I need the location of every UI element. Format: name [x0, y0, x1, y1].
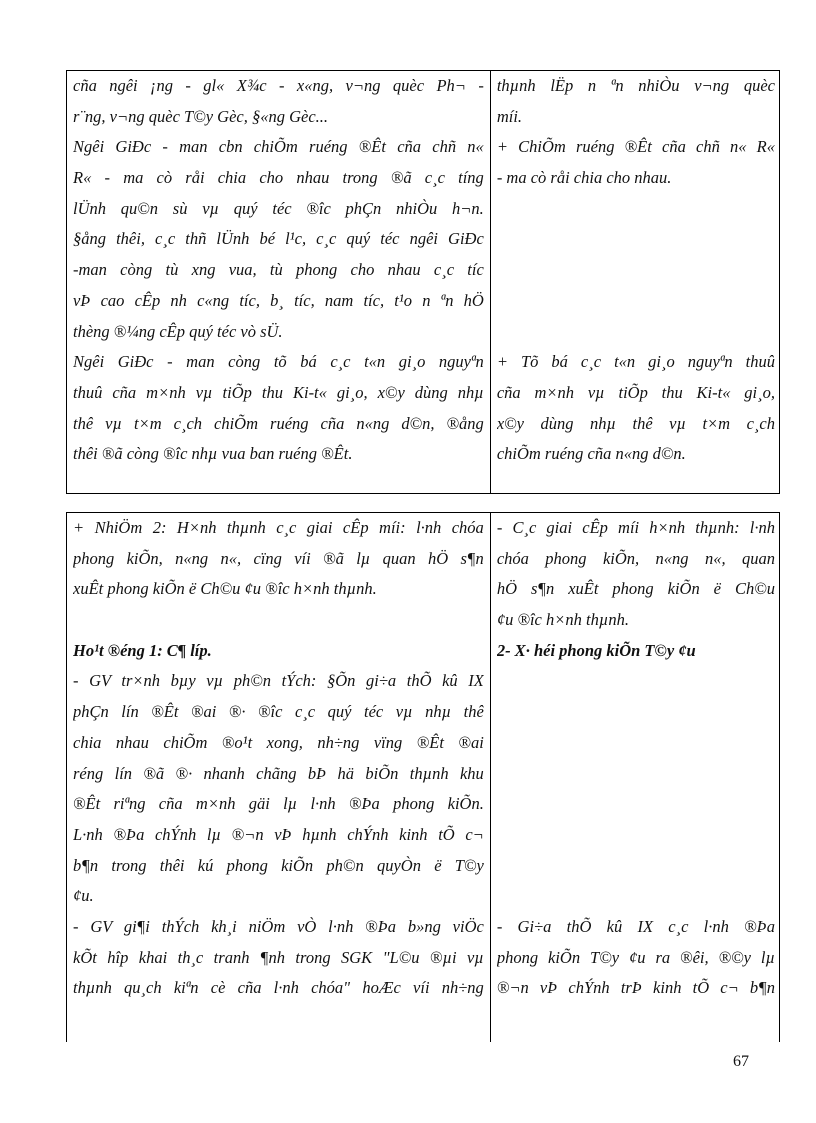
table-bottom-right-column [491, 513, 779, 1042]
table-top-right-column [491, 71, 779, 493]
table-bottom-right-text-line: phong kiÕn T©y ¢u ra ®êi, ®©y lµ [496, 947, 775, 967]
table-bottom-right-text-line: ¢u ®îc h×nh thµnh. [496, 610, 629, 630]
table-top-right-text-line [497, 255, 775, 286]
table-bottom-left-text-line: Ho¹t ®éng 1: C¶ líp. [73, 640, 212, 660]
table-top-right-text-line [497, 286, 775, 317]
table-bottom-left-text-line: phong kiÕn, n«ng n«, cïng víi ®ã lµ quan hÖ s¶n [73, 548, 484, 568]
table-bottom-right-text-line [497, 666, 775, 697]
table-top-left-text-line: §ång thêi, c¸c thñ lÜnh bé l¹c, c¸c quý téc ngêi GiÐc [73, 229, 484, 249]
table-top-right-text-line: + ChiÕm ruéng ®Êt cña chñ n« R« [496, 137, 775, 157]
table-top-right-text-line [497, 194, 775, 225]
table-bottom-right-text-line: - Gi÷a thÕ kû IX c¸c l·nh ®Þa [496, 916, 775, 936]
table-bottom-right-text-line: hÖ s¶n xuÊt phong kiÕn ë Ch©u [496, 579, 775, 599]
table-bottom-right-text-line: chóa phong kiÕn, n«ng n«, quan [496, 548, 775, 568]
table-bottom-right-text-line [497, 820, 775, 851]
table-top-right-text-line: cña m×nh vµ tiÕp thu Ki-t« gi¸o, [496, 382, 775, 402]
table-top-left-text-line: thuû cña m×nh vµ tiÕp thu Ki-t« gi¸o, x©y dùng nhµ [73, 382, 484, 402]
table-bottom-right-text-line [497, 881, 775, 912]
table-top-right-text-line: thµnh lËp n ªn nhiÒu v¬ng quèc [496, 76, 775, 95]
table-bottom-right-text-line [497, 697, 775, 728]
table-bottom-left-text-line: ¢u. [73, 886, 94, 906]
table-top-left-text-line: Ngêi GiÐc - man cbn chiÕm ruéng ®Êt cña chñ n« [73, 137, 484, 157]
table-bottom-left-text-line: b¶n trong thêi kú phong kiÕn ph©n quyÒn ë T©y [73, 855, 484, 875]
table-bottom-left-text-line: phÇn lín ®Êt ®ai ®· ®îc c¸c quý téc vµ nhµ thê [73, 702, 484, 722]
table-bottom-right-text-line: - C¸c giai cÊp míi h×nh thµnh: l·nh [496, 518, 775, 537]
table-bottom-left-text-line: L·nh ®Þa chÝnh lµ ®¬n vÞ hµnh chÝnh kinh tÕ c¬ [73, 824, 484, 844]
table-top-right-text-line [497, 317, 775, 348]
table-bottom-left-text-line: - GV tr×nh bµy vµ ph©n tÝch: §Õn gi÷a thÕ kû IX [73, 671, 484, 691]
table-bottom [66, 512, 780, 1042]
table-bottom-left-text-line: kÕt hîp khai th¸c tranh ¶nh trong SGK "L©u ®µi vµ [73, 947, 484, 967]
table-bottom-left-text-line: - GV gi¶i thÝch kh¸i niÖm vÒ l·nh ®Þa b»ng viÖc [73, 916, 484, 936]
table-top-left-text-line: r¨ng, v¬ng quèc T©y Gèc, §«ng Gèc... [73, 106, 329, 126]
table-top-left-text-line: cña ngêi ¡ng - gl« X¾c - x«ng, v¬ng quèc Ph¬ - [73, 76, 484, 95]
table-bottom-left-text-line [73, 605, 484, 636]
table-top-right-text-line: + Tõ bá c¸c t«n gi¸o nguyªn thuû [496, 352, 775, 372]
table-top-left-text-line: thêi ®ã còng ®îc nhµ vua ban ruéng ®Êt. [73, 444, 353, 464]
table-bottom-left-text-line: + NhiÖm 2: H×nh thµnh c¸c giai cÊp míi: l·nh chóa [73, 518, 484, 537]
table-bottom-left-text-line: chia nhau chiÕm ®o¹t xong, nh÷ng vïng ®Êt ®ai [73, 732, 484, 752]
table-top-right-text-line: - ma cò råi chia cho nhau. [496, 168, 672, 188]
table-bottom-left-text-line: ®Êt riªng cña m×nh gäi lµ l·nh ®Þa phong kiÕn. [73, 794, 484, 814]
table-top-left-text-line: -man còng tù xng vua, tù phong cho nhau c¸c tíc [73, 260, 484, 280]
table-top-right-text-line: míi. [496, 106, 523, 126]
table-bottom-right-text-line [497, 759, 775, 790]
table-top-left-text-line: lÜnh qu©n sù vµ quý téc ®îc phÇn nhiÒu h¬n. [73, 198, 484, 218]
table-bottom-right-text-line [497, 789, 775, 820]
table-bottom-right-text-line [497, 728, 775, 759]
table-top-left-column [67, 71, 491, 493]
page-number: 67 [733, 1053, 749, 1070]
table-top-left-text-line: Ngêi GiÐc - man còng tõ bá c¸c t«n gi¸o nguyªn [73, 352, 484, 372]
table-bottom-left-text-line: xuÊt phong kiÕn ë Ch©u ¢u ®îc h×nh thµnh. [73, 579, 377, 599]
table-top-right-text-line: x©y dùng nhµ thê vµ t×m c¸ch [496, 413, 775, 433]
table-top-left-text-line: thê vµ t×m c¸ch chiÕm ruéng cña n«ng d©n, ®ång [73, 413, 484, 433]
table-top-left-text-line: R« - ma cò råi chia cho nhau trong ®ã c¸c tíng [73, 168, 484, 188]
table-top [66, 70, 780, 494]
table-top-left-text-line: thèng ®¼ng cÊp quý téc vò sÜ. [73, 321, 283, 341]
table-top-right-text-line: chiÕm ruéng cña n«ng d©n. [496, 444, 686, 464]
table-top-right-text-line [497, 224, 775, 255]
table-bottom-right-text-line: 2- X· héi phong kiÕn T©y ¢u [496, 640, 696, 660]
table-bottom-left-text-line: réng lín ®ã ®· nhanh chãng bÞ hä biÕn thµnh khu [73, 763, 484, 783]
table-bottom-right-text-line [497, 851, 775, 882]
table-bottom-left-text-line: thµnh qu¸ch kiªn cè cña l·nh chóa" hoÆc víi nh÷ng [73, 978, 484, 998]
table-top-left-text-line: vÞ cao cÊp nh c«ng tíc, b¸ tíc, nam tíc, t¹o n ªn hÖ [73, 290, 484, 310]
table-bottom-right-text-line: ®¬n vÞ chÝnh trÞ kinh tÕ c¬ b¶n [496, 978, 775, 998]
table-bottom-left-column [67, 513, 491, 1042]
